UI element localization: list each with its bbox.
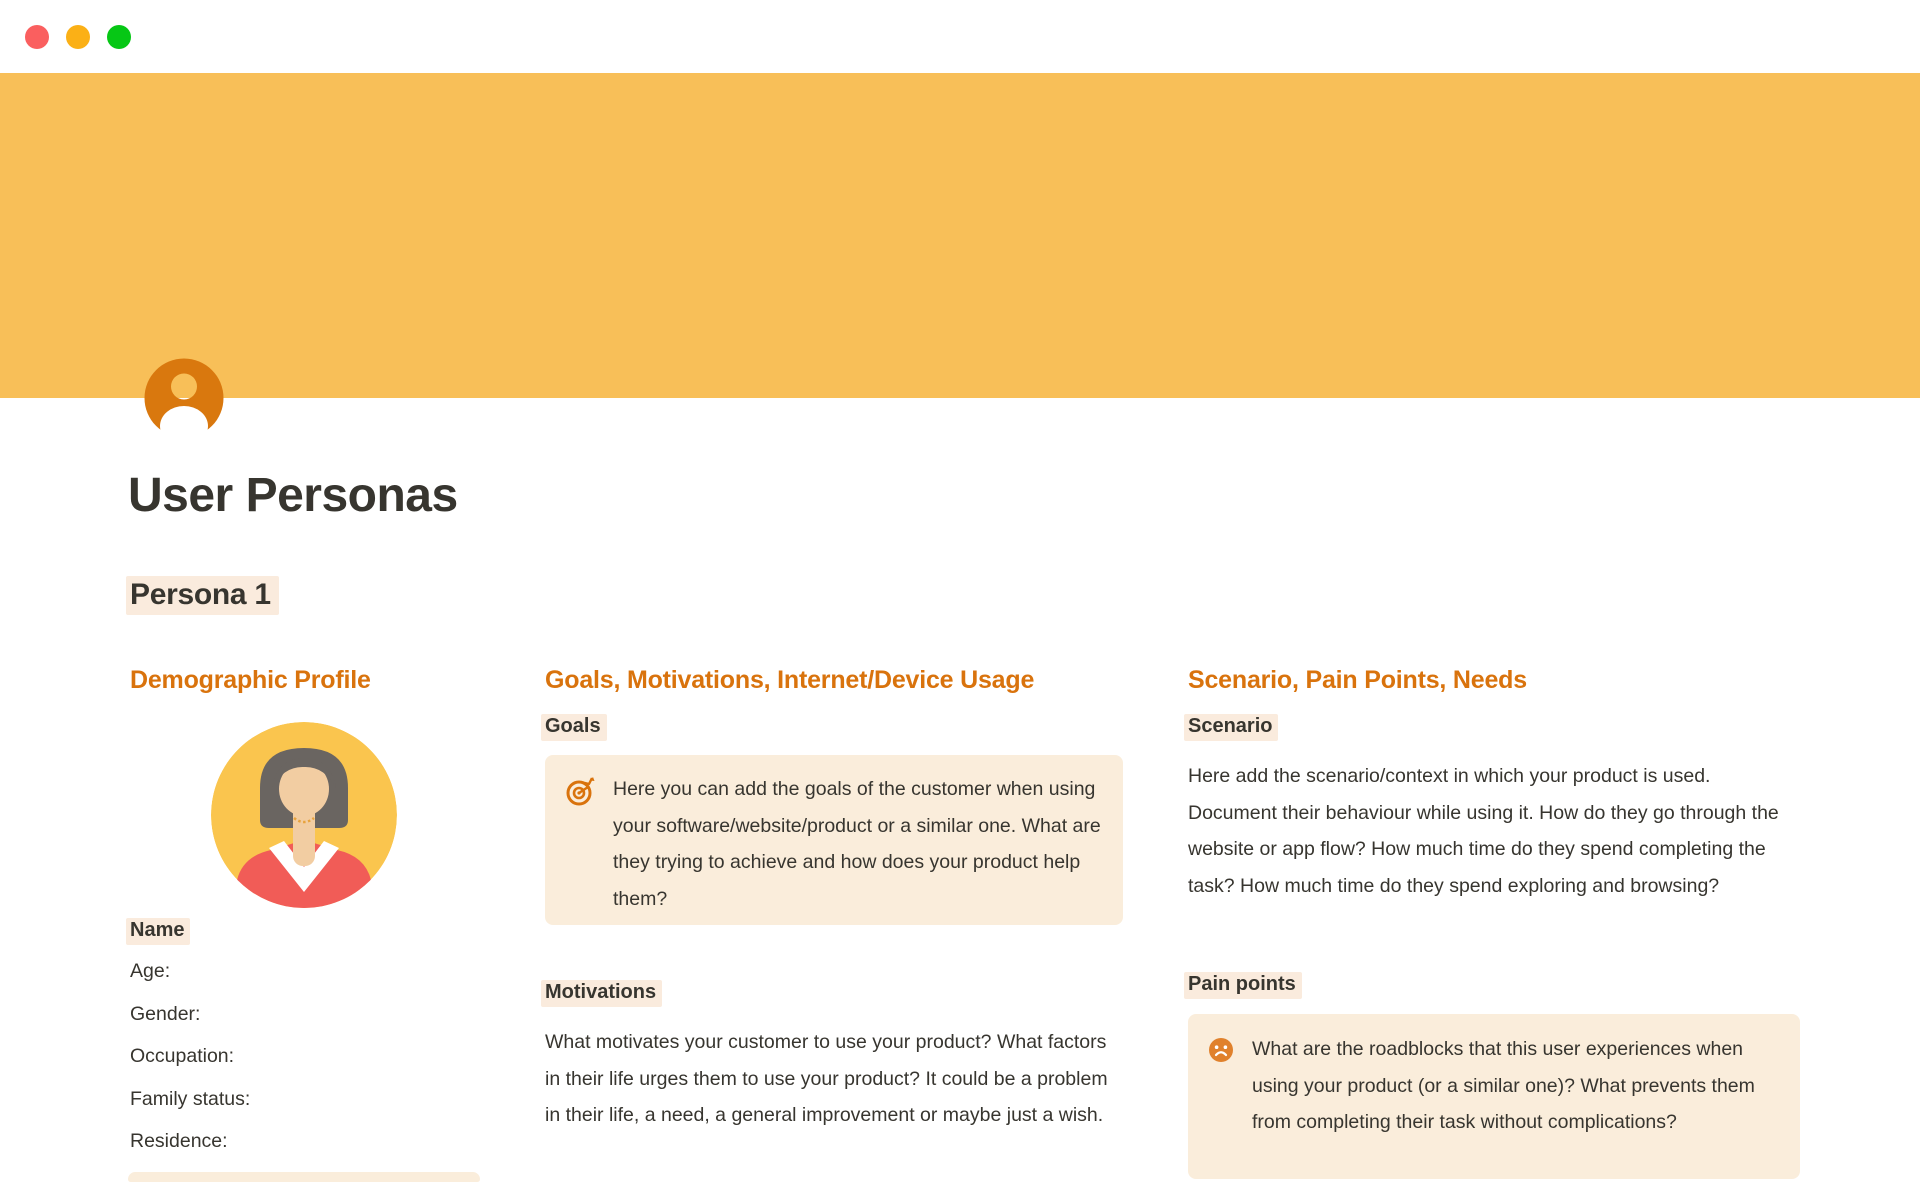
field-residence[interactable]: Residence: [130, 1130, 228, 1152]
field-occupation[interactable]: Occupation: [130, 1045, 235, 1067]
heading-goals-motivations[interactable]: Goals, Motivations, Internet/Device Usage [545, 666, 1035, 694]
goals-callout-text[interactable]: Here you can add the goals of the customer when using your software/website/product or a similar one. What are they trying to achieve and how does your product help them? [613, 778, 1101, 910]
field-age[interactable]: Age: [130, 960, 171, 982]
section-heading[interactable]: Persona 1 [126, 576, 279, 615]
goals-label-wrap [541, 714, 607, 741]
target-icon [565, 777, 595, 812]
page-cover-banner[interactable] [0, 73, 1920, 398]
motivations-label[interactable]: Motivations [541, 980, 662, 1007]
close-button[interactable] [25, 25, 49, 49]
name-label-wrap [126, 918, 190, 945]
scenario-label-wrap [1184, 714, 1278, 741]
goals-label[interactable]: Goals [541, 714, 607, 741]
pain-points-label-wrap [1184, 972, 1302, 999]
heading-scenario-pain-needs[interactable]: Scenario, Pain Points, Needs [1188, 666, 1527, 694]
goals-callout[interactable] [545, 755, 1123, 925]
field-gender[interactable]: Gender: [130, 1003, 201, 1025]
field-family-status[interactable]: Family status: [130, 1088, 251, 1110]
person-bust-icon[interactable] [144, 358, 224, 438]
sad-face-icon [1208, 1037, 1234, 1068]
heading-demographic-profile[interactable]: Demographic Profile [130, 666, 371, 694]
section-heading-wrap [126, 576, 279, 615]
name-label[interactable]: Name [126, 918, 190, 945]
pain-points-callout[interactable] [1188, 1014, 1800, 1179]
pain-points-callout-text[interactable]: What are the roadblocks that this user experiences when using your product (or a similar one)? What prevents them from completing their task without complications? [1252, 1038, 1755, 1133]
cutoff-callout-block[interactable] [128, 1172, 480, 1182]
zoom-button[interactable] [107, 25, 131, 49]
woman-persona-illustration[interactable] [211, 722, 397, 908]
person-bust-icon-svg [144, 358, 224, 438]
scenario-label[interactable]: Scenario [1184, 714, 1278, 741]
woman-avatar-svg [211, 722, 397, 908]
scenario-paragraph[interactable]: Here add the scenario/context in which your product is used. Document their behaviour while using it. How do they go through the website or app flow? How much time do they spend completing the task? How much time do they spend exploring and browsing? [1188, 765, 1779, 897]
motivations-label-wrap [541, 980, 662, 1007]
window-titlebar [0, 0, 1920, 73]
pain-points-label[interactable]: Pain points [1184, 972, 1302, 999]
page-title[interactable]: User Personas [128, 469, 458, 522]
motivations-paragraph[interactable]: What motivates your customer to use your product? What factors in their life urges them to use your product? It could be a problem in their life, a need, a general improvement or maybe just a wish. [545, 1031, 1108, 1126]
minimize-button[interactable] [66, 25, 90, 49]
